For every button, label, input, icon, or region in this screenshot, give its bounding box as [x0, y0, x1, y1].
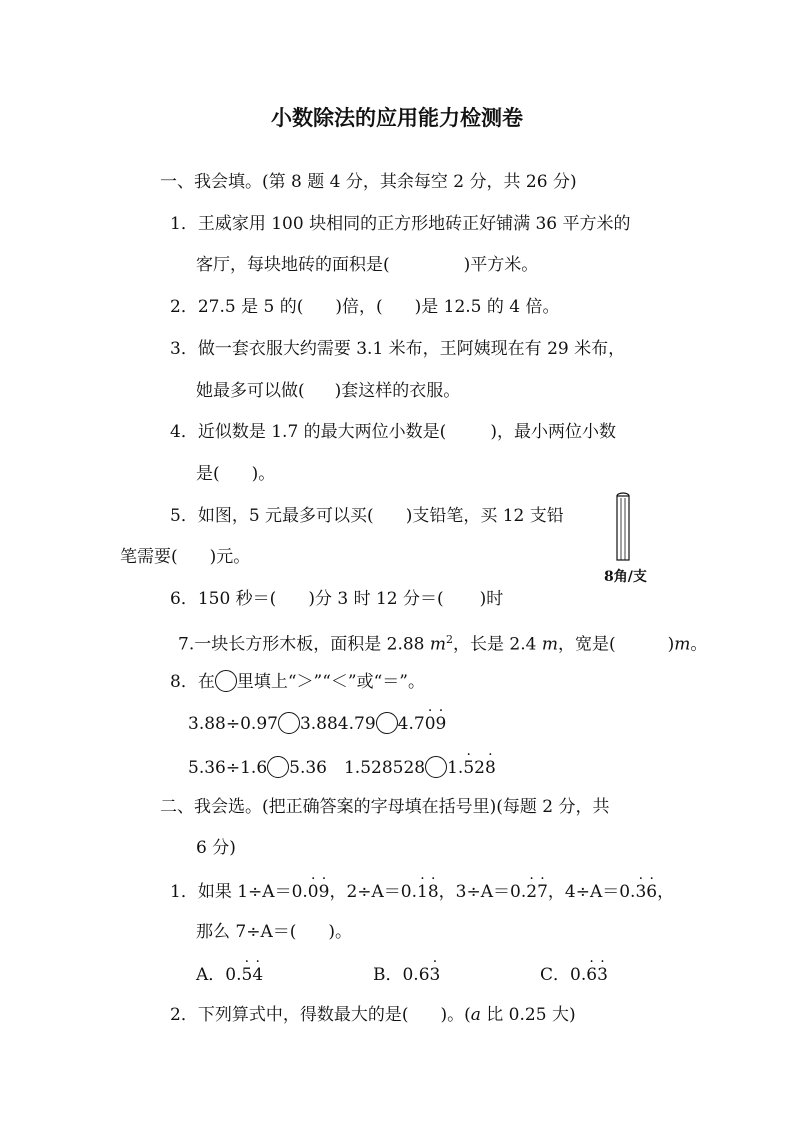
- question-text: )是 12.5 的 4 倍。: [414, 297, 560, 317]
- question-number: 2．: [170, 1005, 198, 1025]
- unit-m: m: [541, 634, 558, 655]
- question-text: 王威家用 100 块相同的正方形地砖正好铺满 36 平方米的: [197, 214, 631, 234]
- section-2-heading-line-1: 二、我会选。(把正确答案的字母填在括号里)(每题 2 分，共: [160, 797, 610, 817]
- question-text: 一块长方形木板，面积是 2.88: [194, 634, 430, 655]
- repeating-digit: 5 ·: [242, 963, 253, 987]
- question-text: )，最小两位小数: [490, 422, 616, 442]
- question-text: )时: [479, 589, 504, 609]
- question-text: 。: [690, 634, 708, 655]
- expression: 2: [474, 758, 485, 778]
- question-text: 她最多可以做(: [196, 381, 305, 401]
- expression: 1.: [447, 758, 464, 778]
- repeating-digit: 7 ·: [537, 880, 548, 904]
- repeating-digit: 0 ·: [425, 712, 436, 736]
- question-3-line-2: [196, 379, 460, 403]
- question-number: 3．: [170, 339, 198, 359]
- expression: 3.88÷0.97: [188, 714, 278, 734]
- variable-a: a: [470, 1005, 481, 1025]
- choice-question-1-line-1: [170, 880, 674, 904]
- expression: ，4÷A＝0.: [547, 882, 636, 902]
- question-text: ，宽是(: [558, 634, 616, 655]
- choice-option-c[interactable]: [540, 963, 608, 987]
- question-text: )元。: [209, 547, 251, 567]
- section-2-heading-line-2: 6 分): [196, 838, 236, 858]
- question-text: 里填上“＞”“＜”或“＝”。: [236, 672, 425, 692]
- question-text: )套这样的衣服。: [334, 381, 461, 401]
- repeating-digit: 3 ·: [597, 963, 608, 987]
- choice-question-1-line-2: [196, 920, 352, 944]
- question-text: 27.5 是 5 的(: [197, 297, 304, 317]
- question-8: [170, 670, 425, 694]
- question-number: 7.: [178, 634, 195, 655]
- question-text: 那么 7÷A＝(: [196, 922, 297, 942]
- question-1-line-2: [196, 253, 538, 277]
- pencil-price-label: 8角/支: [604, 569, 647, 585]
- question-4-line-1: [170, 420, 616, 444]
- choice-option-b[interactable]: [373, 963, 440, 987]
- unit-m: m: [674, 634, 691, 655]
- question-number: 8．: [170, 672, 198, 692]
- question-text: ，长是 2.4: [453, 634, 542, 655]
- question-text: )。(: [440, 1005, 471, 1025]
- repeating-digit: 9 ·: [319, 880, 330, 904]
- page-title: 小数除法的应用能力检测卷: [271, 106, 523, 130]
- question-number: 5．: [170, 506, 198, 526]
- compare-circle-icon: [215, 670, 237, 692]
- question-text: 如图，5 元最多可以买(: [197, 506, 374, 526]
- repeating-digit: 9 ·: [436, 712, 447, 736]
- question-text: )倍，(: [335, 297, 383, 317]
- compare-circle-input[interactable]: [267, 756, 289, 778]
- question-text: 客厅，每块地砖的面积是(: [196, 255, 390, 275]
- expression: 5.36÷1.6: [188, 758, 268, 778]
- unit-exponent: 2: [446, 633, 454, 646]
- repeating-digit: 3 ·: [635, 880, 646, 904]
- question-text: 150 秒＝(: [197, 589, 277, 609]
- question-number: 6．: [170, 589, 198, 609]
- question-text: )支铅笔，买 12 支铅: [405, 506, 564, 526]
- question-3-line-1: [170, 337, 625, 361]
- option-text: A．0.: [196, 965, 242, 985]
- unit-m: m: [429, 634, 447, 655]
- choice-question-2: [170, 1003, 576, 1027]
- expression: 3.884.79: [299, 714, 376, 734]
- question-1-line-1: [170, 212, 631, 236]
- expression: ，: [657, 882, 675, 902]
- question-text: 比 0.25 大): [480, 1005, 576, 1025]
- option-text: C．0.: [540, 965, 587, 985]
- repeating-digit: 2 ·: [526, 880, 537, 904]
- question-text: 做一套衣服大约需要 3.1 米布，王阿姨现在有 29 米布，: [197, 339, 626, 359]
- repeating-digit: 0 ·: [308, 880, 319, 904]
- repeating-digit: 8 ·: [485, 756, 496, 780]
- question-number: 1．: [170, 882, 198, 902]
- question-6: [170, 587, 503, 611]
- repeating-digit: 6 ·: [586, 963, 597, 987]
- question-5-line-2: [120, 545, 250, 569]
- question-number: 1．: [170, 214, 198, 234]
- repeating-digit: 8 ·: [428, 880, 439, 904]
- choice-option-a[interactable]: [196, 963, 263, 987]
- expression: 4.7: [397, 714, 425, 734]
- expression: 5.36 1.528528: [289, 758, 426, 778]
- pencil-icon: [616, 492, 630, 562]
- question-2: [170, 295, 560, 319]
- expression: ，3÷A＝0.: [438, 882, 527, 902]
- expression: 如果 1÷A＝0.: [197, 882, 308, 902]
- question-text: 是(: [196, 464, 220, 484]
- compare-circle-input[interactable]: [278, 712, 300, 734]
- question-5-line-1: [170, 504, 564, 528]
- repeating-digit: 3 ·: [430, 963, 441, 987]
- expression: ，2÷A＝0.: [329, 882, 418, 902]
- question-text: )。: [328, 922, 353, 942]
- question-number: 4．: [170, 422, 198, 442]
- question-text: 下列算式中，得数最大的是(: [197, 1005, 409, 1025]
- question-text: 笔需要(: [120, 547, 178, 567]
- question-8-row-1: [188, 712, 446, 736]
- question-text: 近似数是 1.7 的最大两位小数是(: [197, 422, 447, 442]
- repeating-digit: 1 ·: [417, 880, 428, 904]
- question-text: ): [667, 634, 675, 655]
- question-text: )分 3 时 12 分＝(: [308, 589, 444, 609]
- compare-circle-input[interactable]: [425, 756, 447, 778]
- question-text: )平方米。: [463, 255, 539, 275]
- section-1-heading: 一、我会填。(第 8 题 4 分，其余每空 2 分，共 26 分): [160, 172, 577, 192]
- question-number: 2．: [170, 297, 198, 317]
- question-4-line-2: [196, 462, 275, 486]
- option-text: B．0.6: [373, 965, 430, 985]
- repeating-digit: 4 ·: [252, 963, 263, 987]
- question-7: [178, 628, 707, 657]
- question-text: )。: [251, 464, 276, 484]
- repeating-digit: 5 ·: [463, 756, 474, 780]
- question-text: 在: [197, 672, 215, 692]
- question-8-row-2: [188, 756, 496, 780]
- compare-circle-input[interactable]: [376, 712, 398, 734]
- repeating-digit: 6 ·: [646, 880, 657, 904]
